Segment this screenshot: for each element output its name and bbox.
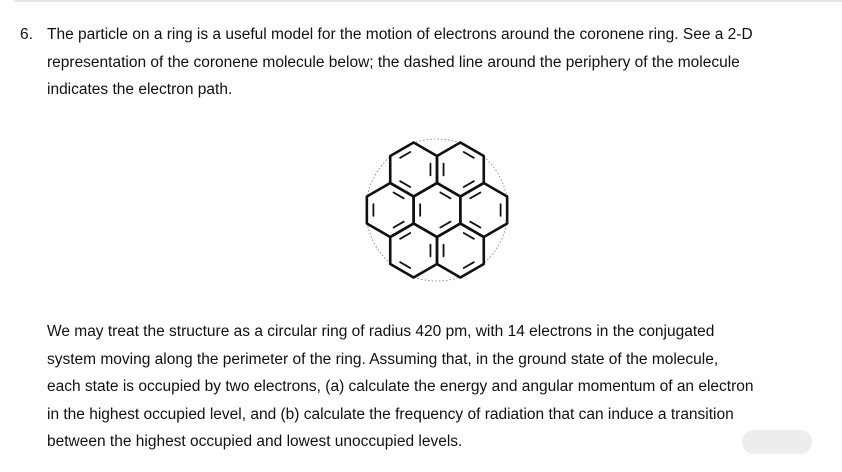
double-bond-line [440,193,450,199]
body-line: between the highest occupied and lowest unoccupied levels. [47,433,463,450]
question-number: 6. [20,26,33,43]
scan-smudge [742,430,812,454]
body-line: We may treat the structure as a circular ring of radius 420 pm, with 14 electrons in the conjugated [47,323,715,340]
double-bond-line [400,233,410,239]
double-bond-line [440,222,450,228]
hexagon-rings [367,143,507,278]
body-line: system moving along the perimeter of the ring. Assuming that, in the ground state of the molecule, [47,350,719,368]
double-bond-line [464,181,474,187]
body-line: in the highest occupied level, and (b) calculate the frequency of radiation that can induce a transition [47,405,734,423]
coronene-diagram [342,120,532,300]
double-bond-line [400,262,410,268]
double-bond-line [394,222,404,228]
double-bond-line [464,152,474,158]
question-intro [47,21,827,104]
intro-line: representation of the coronene molecule below; the dashed line around the periphery of the molecule [47,53,740,71]
coronene-structure [342,120,532,300]
double-bond-line [400,152,410,158]
double-bond-line [464,262,474,268]
double-bond-line [470,193,480,199]
intro-line: indicates the electron path. [47,81,233,98]
top-divider [14,0,842,2]
double-bond-line [470,222,480,228]
double-bond-line [464,233,474,239]
double-bond-line [400,181,410,187]
question-body [47,318,827,456]
intro-line: The particle on a ring is a useful model for the motion of electrons around the coronene ring. See a 2-D [47,26,753,43]
double-bond-line [394,193,404,199]
body-line: each state is occupied by two electrons, (a) calculate the energy and angular momentum of an electron [47,378,754,395]
